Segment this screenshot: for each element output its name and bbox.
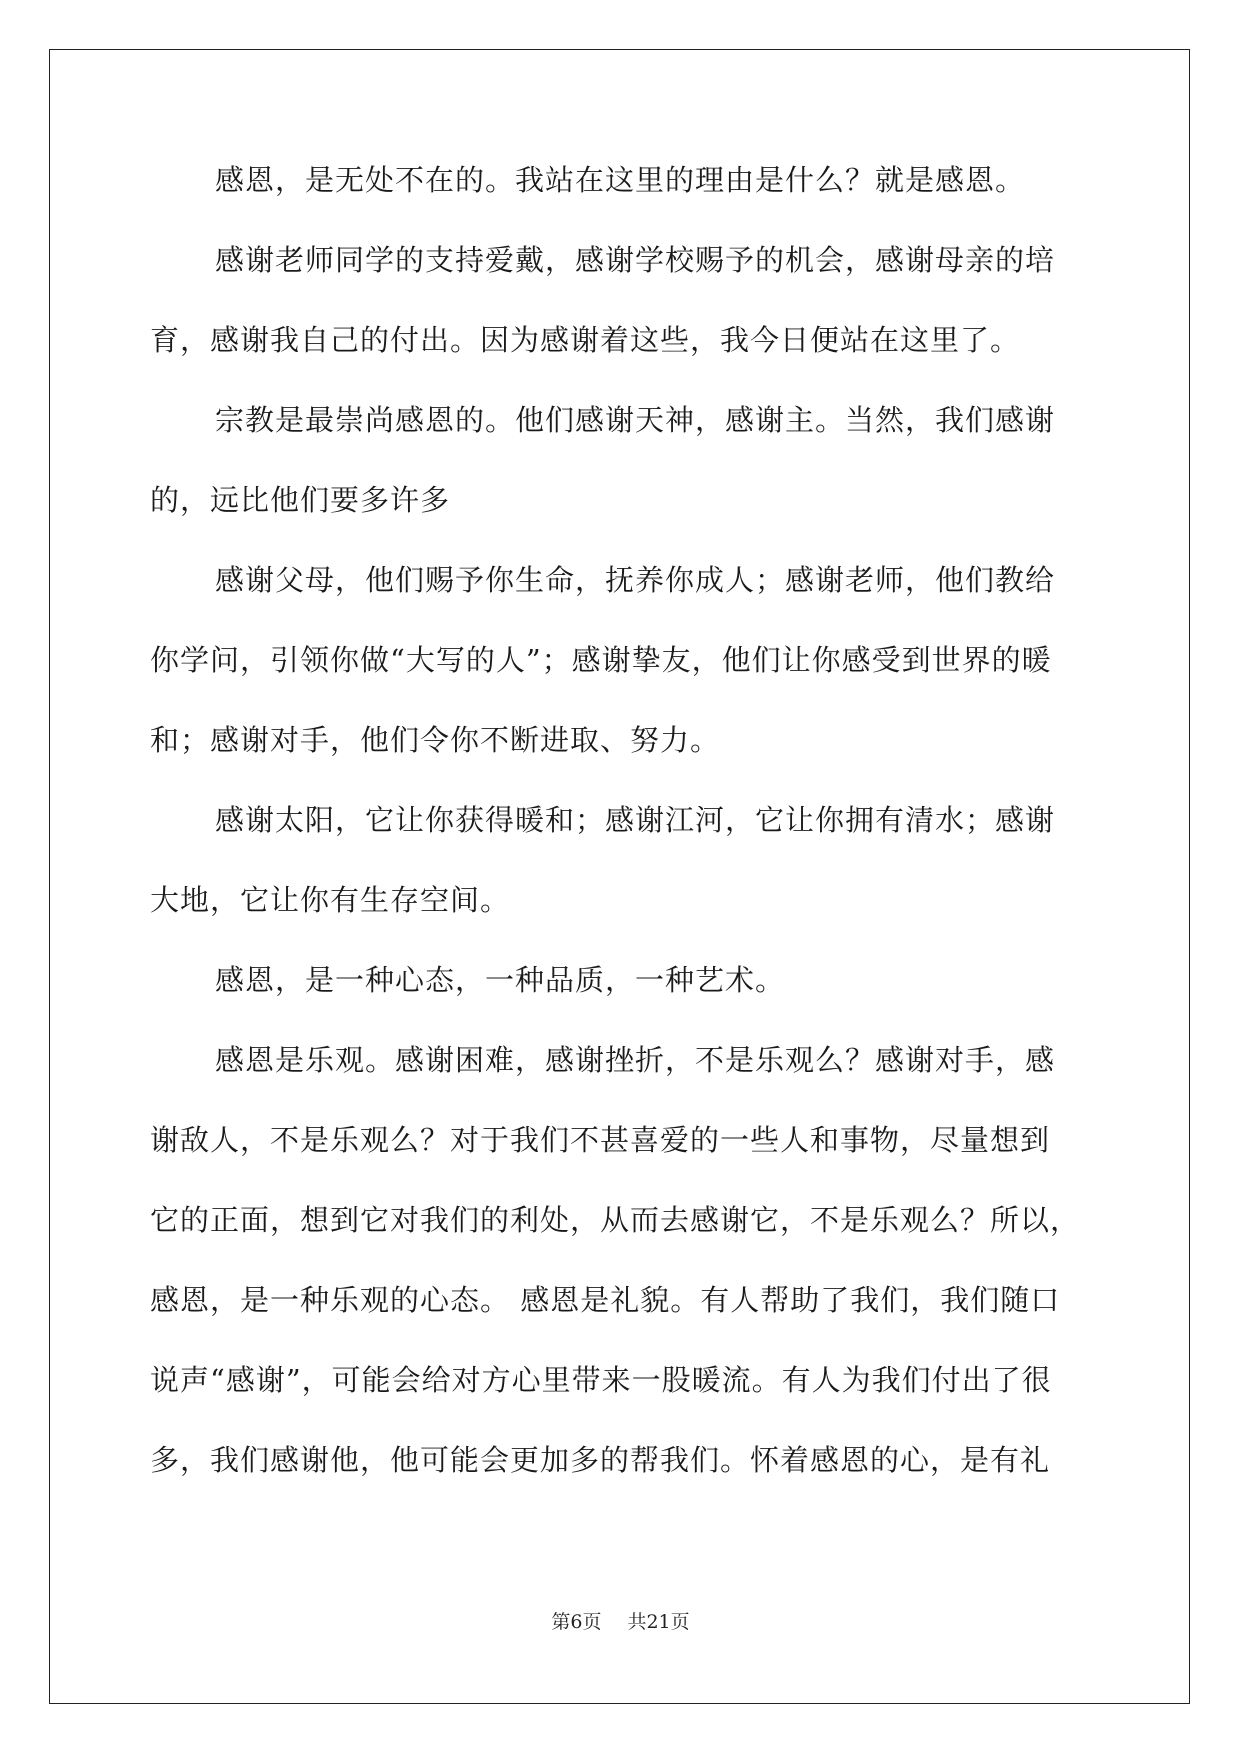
text-line: 感恩，是一种乐观的心态。 感恩是礼貌。有人帮助了我们，我们随口 — [150, 1283, 1061, 1317]
text-line: 谢敌人，不是乐观么？对于我们不甚喜爱的一些人和事物，尽量想到 — [150, 1123, 1051, 1157]
text-line: 多，我们感谢他，他可能会更加多的帮我们。怀着感恩的心，是有礼 — [150, 1443, 1051, 1477]
page-number-current: 第6页 — [551, 1611, 602, 1633]
text-line: 育，感谢我自己的付出。因为感谢着这些，我今日便站在这里了。 — [150, 323, 1021, 357]
page-number-total: 共21页 — [627, 1611, 690, 1633]
text-line: 说声“感谢”，可能会给对方心里带来一股暖流。有人为我们付出了很 — [150, 1363, 1052, 1397]
text-line: 大地，它让你有生存空间。 — [150, 883, 511, 917]
text-line: 感恩，是无处不在的。我站在这里的理由是什么？就是感恩。 — [215, 163, 1026, 197]
text-line: 感谢老师同学的支持爱戴，感谢学校赐予的机会，感谢母亲的培 — [215, 243, 1056, 277]
document-body — [150, 155, 1100, 1515]
text-line: 它的正面，想到它对我们的利处，从而去感谢它，不是乐观么？所以， — [150, 1203, 1081, 1237]
text-line: 感恩，是一种心态，一种品质，一种艺术。 — [215, 963, 786, 997]
text-line: 你学问，引领你做“大写的人”；感谢挚友，他们让你感受到世界的暖 — [150, 643, 1052, 677]
text-line: 感谢太阳，它让你获得暖和；感谢江河，它让你拥有清水；感谢 — [215, 803, 1056, 837]
text-line: 的，远比他们要多许多 — [150, 483, 451, 517]
page-footer — [0, 1610, 1241, 1634]
text-line: 宗教是最崇尚感恩的。他们感谢天神，感谢主。当然，我们感谢 — [215, 403, 1056, 437]
text-line: 和；感谢对手，他们令你不断进取、努力。 — [150, 723, 721, 757]
text-line: 感谢父母，他们赐予你生命，抚养你成人；感谢老师，他们教给 — [215, 563, 1056, 597]
text-line: 感恩是乐观。感谢困难，感谢挫折，不是乐观么？感谢对手，感 — [215, 1043, 1056, 1077]
